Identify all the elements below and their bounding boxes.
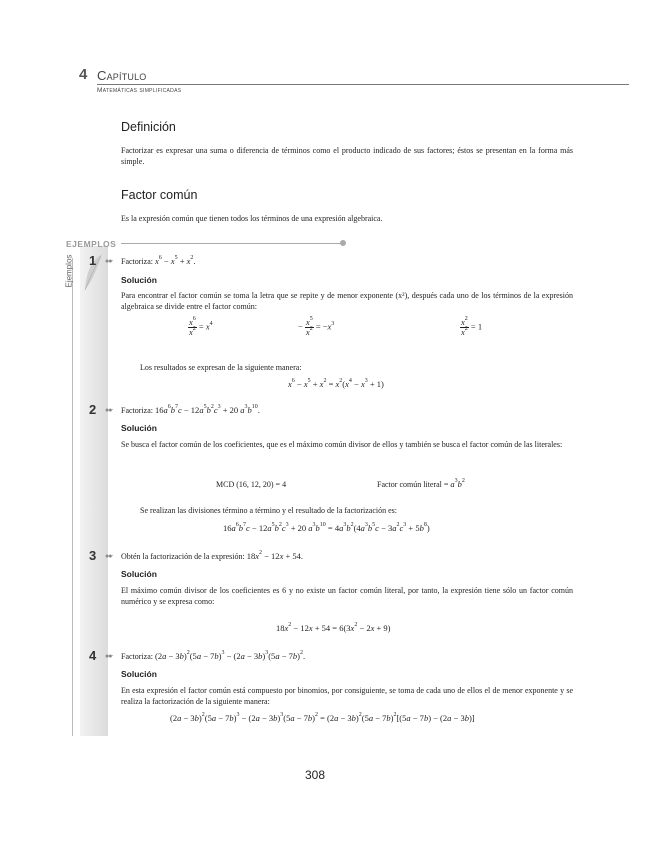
examples-sidebar-line — [72, 258, 73, 736]
example-number: 3 — [89, 548, 97, 563]
result-equation: $16a^6b^7c - 12a^5b^2c^3 + 20$ $a^3b^{10} = 4a^3b^2(4a^3b^5c - 3a^2c^3 + 5b^8)$ — [223, 522, 430, 533]
example-explanation: Se busca el factor común de los coeficientes, que es el máximo común divisor de ellos y también se busca el factor común de las literales: — [121, 440, 563, 449]
example-prompt: Factoriza: $16a^6b^7c - 12a^5b^2c^3 + 20$ $a^3b^{10}$. — [121, 404, 260, 415]
example-explanation: El máximo común divisor de los coeficientes es 6 y no existe un factor común literal, por tanto, la expresión tiene sólo un factor común numérico y se expresa como: — [121, 586, 573, 606]
definition-title: Definición — [121, 120, 176, 134]
result-equation: $18x^2 - 12x + 54 = 6(3x^2 - 2x + 9)$ — [276, 622, 391, 633]
page-number: 308 — [305, 768, 326, 782]
book-title: Matemáticas simplificadas — [97, 87, 182, 94]
example-number: 1 — [89, 253, 97, 268]
literal-factor: Factor común literal = $a^3b^2$ — [377, 478, 465, 489]
example-number: 2 — [89, 402, 97, 417]
examples-label: EJEMPLOS — [66, 239, 117, 249]
examples-rule — [121, 243, 342, 244]
bullet-dots-icon: ●●· — [105, 257, 113, 265]
example-prompt: Factoriza: $(2a - 3b)^2(5a - 7b)^3 - (2a - 3b)^3(5a - 7b)^2$. — [121, 650, 306, 661]
definition-text: Factorizar es expresar una suma o diferencia de términos como el producto indicado de sus factores; éstos se presentan en la forma más simple. — [121, 146, 573, 166]
factor-comun-text: Es la expresión común que tienen todos los términos de una expresión algebraica. — [121, 214, 383, 223]
mcd-text: MCD (16, 12, 20) = 4 — [216, 480, 287, 489]
bullet-dots-icon: ●●· — [105, 406, 113, 414]
division-3: $\frac{x^2}{x^2}$ = 1 — [461, 316, 483, 337]
result-intro: Los resultados se expresan de la siguiente manera: — [140, 363, 302, 372]
example-number: 4 — [89, 648, 97, 663]
header-rule — [97, 84, 629, 85]
factor-comun-title: Factor común — [121, 188, 198, 202]
examples-rule-dot — [340, 240, 346, 246]
example-prompt: Obtén la factorización de la expresión: $18x^2 - 12x + 54$. — [121, 550, 304, 561]
example-explanation: En esta expresión el factor común está compuesto por binomios, por consiguiente, se toma de cada uno de ellos el de menor exponente y se realiza la factorización de la siguiente manera: — [121, 686, 573, 706]
chapter-number: 4 — [79, 66, 88, 83]
example-explanation: Para encontrar el factor común se toma la letra que se repite y de menor exponente (x²), después cada uno de los términos de la expresión algebraica se divide entre el factor común: — [121, 291, 573, 311]
solution-label: Solución — [121, 569, 157, 579]
result-intro: Se realizan las divisiones término a término y el resultado de la factorización es: — [140, 506, 398, 515]
result-equation: $x^6 - x^5 + x^2 = x^2(x^4 - x^3 + 1)$ — [288, 378, 384, 389]
result-equation: $(2a - 3b)^2(5a - 7b)^3 - (2a - 3b)^3(5a - 7b)^2 = (2a - 3b)^2(5a - 7b)^2[(5a - 7b) - (2a - 3b)]$ — [170, 712, 475, 723]
bullet-dots-icon: ●●· — [105, 552, 113, 560]
solution-label: Solución — [121, 669, 157, 679]
examples-vertical-label: Ejemplos — [64, 254, 74, 288]
chapter-word: Capítulo — [97, 68, 147, 83]
division-2: − $\frac{x^5}{x^2}$ = $-x^3$ — [298, 316, 335, 337]
bullet-dots-icon: ●●· — [105, 652, 113, 660]
division-1: $\frac{x^6}{x^2}$ = $x^4$ — [189, 316, 213, 337]
solution-label: Solución — [121, 275, 157, 285]
example-prompt: Factoriza: $x^6 - x^5 + x^2$. — [121, 255, 196, 266]
solution-label: Solución — [121, 423, 157, 433]
